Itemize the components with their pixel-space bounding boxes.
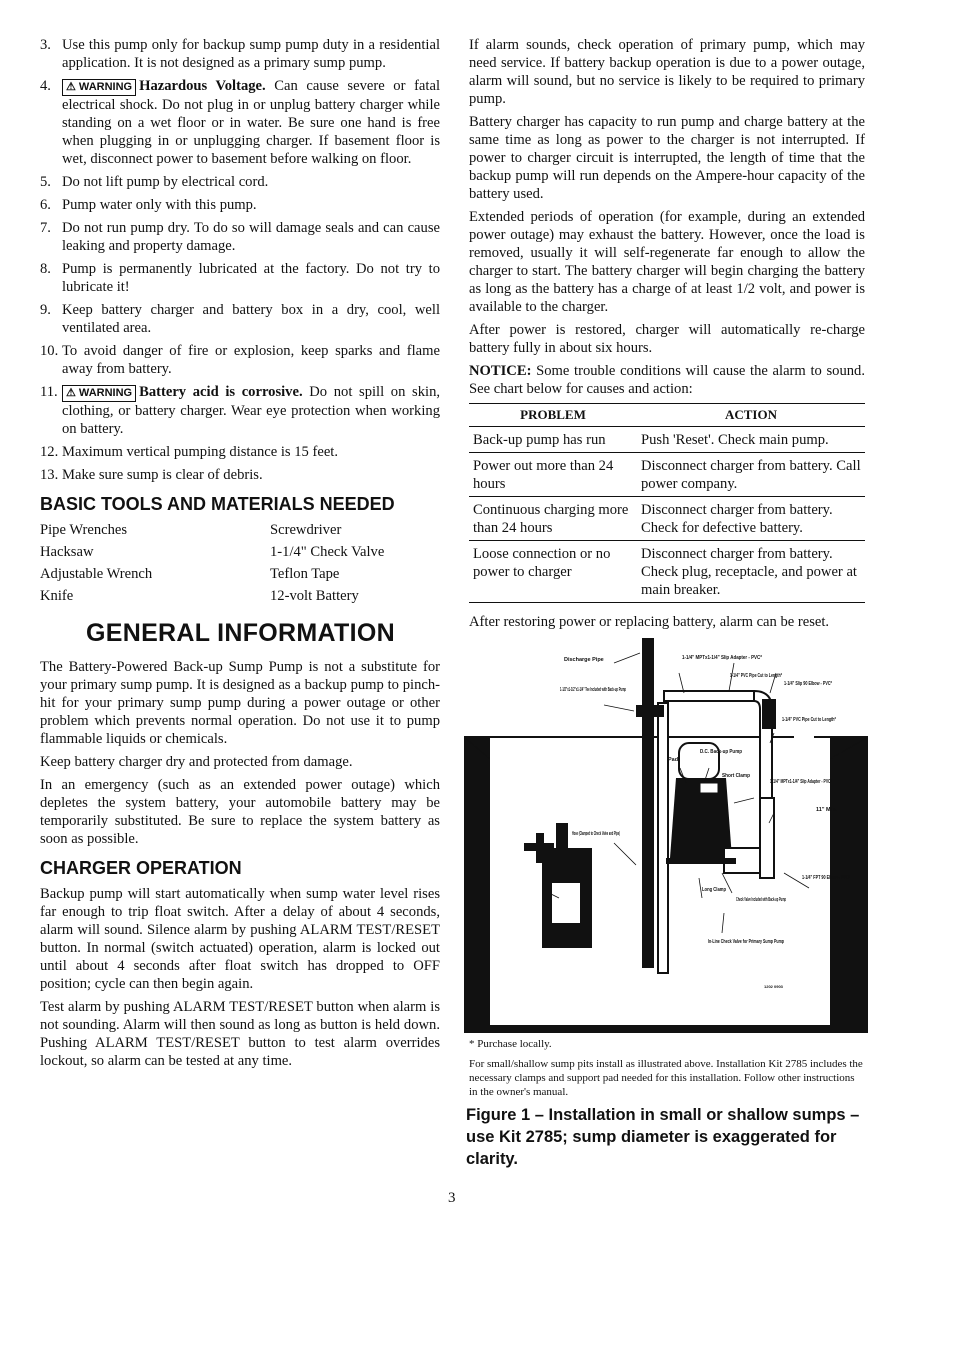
safety-item <box>40 342 440 378</box>
item-body: Can cause severe or fatal electrical shock. Do not plug in or unplug battery charger while standing on a wet floor or in water. Be sure one hand is free when plugging in or unplugging charger. If basement floor is wet, disconnect power to basement before walking on floor. <box>62 78 440 167</box>
cell-problem: Power out more than 24 hours <box>469 453 637 497</box>
footnote: * Purchase locally. <box>469 1038 552 1050</box>
tool-item: 1-1/4" Check Valve <box>270 544 385 560</box>
table-row <box>469 541 865 603</box>
tool-item: 12-volt Battery <box>270 588 359 604</box>
tool-item: Pipe Wrenches <box>40 522 128 538</box>
cell-problem: Continuous charging more than 24 hours <box>469 497 637 541</box>
item-number: 13. <box>40 467 59 483</box>
item-number: 5. <box>40 174 51 190</box>
label-pvc-right: 1-1/4" PVC Pipe Cut to Length* <box>782 717 837 723</box>
item-body: Pump water only with this pump. <box>62 197 257 213</box>
item-number: 7. <box>40 220 51 236</box>
safety-item <box>40 77 440 168</box>
item-body: Do not lift pump by electrical cord. <box>62 174 269 190</box>
item-number: 8. <box>40 261 51 277</box>
header-action: ACTION <box>637 404 865 427</box>
item-body: Do not spill on skin, clothing, or battery charger. Wear eye protection when working on battery. <box>62 384 441 437</box>
safety-item <box>40 173 440 191</box>
item-number: 10. <box>40 343 59 359</box>
label-primary: Primary Pump <box>554 899 579 905</box>
cell-problem: Back-up pump has run <box>469 427 637 453</box>
table-row <box>469 453 865 497</box>
item-text <box>62 342 440 378</box>
label-mpt-right: 1-1/4" MPTx1-1/4" Slip Adapter - PVC* <box>770 779 833 785</box>
installation-diagram <box>464 633 868 1033</box>
label-discharge: Discharge Pipe <box>564 657 604 663</box>
notice-para <box>469 362 865 398</box>
tool-item: Knife <box>40 588 74 604</box>
safety-item <box>40 466 440 484</box>
right-column <box>469 36 865 636</box>
safety-item <box>40 383 440 438</box>
warning-title: Battery acid is corrosive. <box>139 384 303 400</box>
cell-action: Disconnect charger from battery. Check plug, receptacle, and power at main breaker. <box>637 541 865 603</box>
trouble-table <box>469 403 865 603</box>
general-para: The Battery-Powered Back-up Sump Pump is not a substitute for your primary sump pump. It is designed as a backup pump to pinch-hit for your primary sump pump during a power outage or other problem which prevents normal operation. Do not use it to pump flammable liquids or chemicals. <box>40 659 440 747</box>
label-long-clamp: Long Clamp <box>702 887 727 893</box>
label-pvc-top: 1-1/4" PVC Pipe Cut to Length* <box>730 673 783 679</box>
item-text <box>62 383 440 438</box>
label-code: 1202 0903 <box>764 984 783 989</box>
cell-action: Disconnect charger from battery. Call power company. <box>637 453 865 497</box>
discharge-pipe <box>642 638 654 968</box>
label-fpt-elbow: 1-1/4" FPT 90 Elbow - PVC* <box>802 875 851 881</box>
item-text <box>62 36 440 72</box>
figure-caption: Figure 1 – Installation in small or shallow sumps – use Kit 2785; sump diameter is exaggerated for clarity. <box>466 1106 860 1168</box>
tool-item: Adjustable Wrench <box>40 566 153 582</box>
cell-action: Push 'Reset'. Check main pump. <box>637 427 865 453</box>
item-number: 11. <box>40 384 58 400</box>
item-text <box>62 260 440 296</box>
label-short-clamp: Short Clamp <box>722 773 751 779</box>
body-para: If alarm sounds, check operation of primary pump, which may need service. If battery backup operation is due to a power outage, alarm will sound, but no service is likely to be required to primary pump. <box>469 37 865 107</box>
item-number: 6. <box>40 197 51 213</box>
item-body: Use this pump only for backup sump pump duty in a residential application. It is not designed as a primary sump pump. <box>62 37 440 71</box>
charger-heading: CHARGER OPERATION <box>40 858 242 878</box>
safety-item <box>40 260 440 296</box>
warning-label <box>62 79 136 96</box>
item-body: Maximum vertical pumping distance is 15 feet. <box>62 444 338 460</box>
item-number: 9. <box>40 302 51 318</box>
item-text <box>62 219 440 255</box>
tools-list <box>40 521 440 605</box>
item-text <box>62 443 440 461</box>
safety-list <box>40 36 440 484</box>
item-body: Pump is permanently lubricated at the factory. Do not try to lubricate it! <box>62 261 440 295</box>
item-number: 12. <box>40 444 59 460</box>
safety-item <box>40 196 440 214</box>
label-dc-pump: D.C. Back-up Pump <box>700 749 743 755</box>
item-text <box>62 466 440 484</box>
label-min: 11" Min. <box>816 807 837 813</box>
label-inline: In-Line Check Valve for Primary Sump Pump <box>708 939 785 945</box>
after-table-para: After restoring power or replacing battery, alarm can be reset. <box>469 614 830 630</box>
item-text <box>62 173 440 191</box>
label-mpt-adapter: 1-1/4" MPTx1-1/4" Slip Adapter - PVC* <box>682 655 763 661</box>
general-para: Keep battery charger dry and protected from damage. <box>40 754 353 770</box>
tools-heading: BASIC TOOLS AND MATERIALS NEEDED <box>40 494 395 514</box>
charger-para: Test alarm by pushing ALARM TEST/RESET button when alarm is not sounding. Alarm will then sound as long as button is held down. Pushing ALARM TEST/RESET button to test alarm overrides lockout, so alarm can be tested at any time. <box>40 999 440 1069</box>
body-para: Extended periods of operation (for example, during an extended power outage) may exhaust the battery. However, once the load is removed, usually it will self-regenerate far enough to allow the charger to start. The battery charger will begin charging the battery as long as the battery has a charge of at least 1/2 volt, and power is available to the charger. <box>469 209 865 315</box>
item-body: To avoid danger of fire or explosion, keep sparks and flame away from battery. <box>62 343 440 377</box>
warning-title: Hazardous Voltage. <box>139 78 266 94</box>
body-para: Battery charger has capacity to run pump and charge battery at the same time as long as power to the charger is not interrupted. If power to charger circuit is interrupted, the length of time that the backup pump will run depends on the Ampere-hour capacity of the battery used. <box>469 114 865 202</box>
left-column <box>40 36 440 1075</box>
cell-problem: Loose connection or no power to charger <box>469 541 637 603</box>
item-text <box>62 77 440 168</box>
warning-icon: ⚠ <box>66 387 79 399</box>
general-para: In an emergency (such as an extended power outage) which depletes the system battery, your automobile battery may be temporarily substituted. Be sure to replace the system battery as soon as possible. <box>40 777 440 847</box>
safety-item <box>40 219 440 255</box>
item-text <box>62 301 440 337</box>
table-row <box>469 497 865 541</box>
item-body: Do not run pump dry. To do so will damage seals and can cause leaking and property damage. <box>62 220 440 254</box>
item-text <box>62 196 440 214</box>
item-number: 3. <box>40 37 51 53</box>
item-body: Make sure sump is clear of debris. <box>62 467 263 483</box>
notice-label: NOTICE: <box>469 363 532 379</box>
general-heading: GENERAL INFORMATION <box>86 619 395 647</box>
tool-item: Hacksaw <box>40 544 94 560</box>
label-pad: Pad <box>668 757 679 763</box>
charger-para: Backup pump will start automatically when sump water level rises far enough to trip float switch. After a delay of about 4 seconds, alarm will sound. Silence alarm by pushing ALARM TEST/RESET button. In normal (switch actuated) operation, alarm is locked out until about 4 seconds after float switch has dropped to OFF position; cycle can then begin again. <box>40 886 440 992</box>
warning-icon: ⚠ <box>66 81 79 93</box>
safety-item <box>40 36 440 72</box>
safety-item <box>40 443 440 461</box>
body-para: After power is restored, charger will automatically re-charge battery fully in about six hours. <box>469 322 865 356</box>
tool-item: Teflon Tape <box>270 566 340 582</box>
cell-action: Disconnect charger from battery. Check for defective battery. <box>637 497 865 541</box>
label-hose: Hose (Clamped to Check Valve and Pipe) <box>572 831 621 837</box>
warning-label <box>62 385 136 402</box>
header-problem: PROBLEM <box>469 404 637 427</box>
warning-text: WARNING <box>78 81 133 93</box>
table-header-row <box>469 404 865 427</box>
installation-note: For small/shallow sump pits install as illustrated above. Installation Kit 2785 includes the necessary clamps and support pad needed for this installation. Follow other instructions in the owner's manual. <box>469 1058 863 1098</box>
label-tee: 1-1/2"x1-1/2"x1-1/4" Tee Included with Back-up Pump <box>560 687 627 693</box>
page-number: 3 <box>448 1190 456 1206</box>
table-row <box>469 427 865 453</box>
item-number: 4. <box>40 78 51 94</box>
label-elbow-top: 1-1/4" Slip 90 Elbow - PVC* <box>784 681 833 687</box>
item-body: Keep battery charger and battery box in a dry, cool, well ventilated area. <box>62 302 440 336</box>
tool-item: Screwdriver <box>270 522 342 538</box>
warning-text: WARNING <box>78 387 133 399</box>
safety-item <box>40 301 440 337</box>
label-check-valve: Check Valve Included with Back-up Pump <box>736 897 787 903</box>
notice-text: Some trouble conditions will cause the alarm to sound. See chart below for causes and action: <box>469 363 865 397</box>
